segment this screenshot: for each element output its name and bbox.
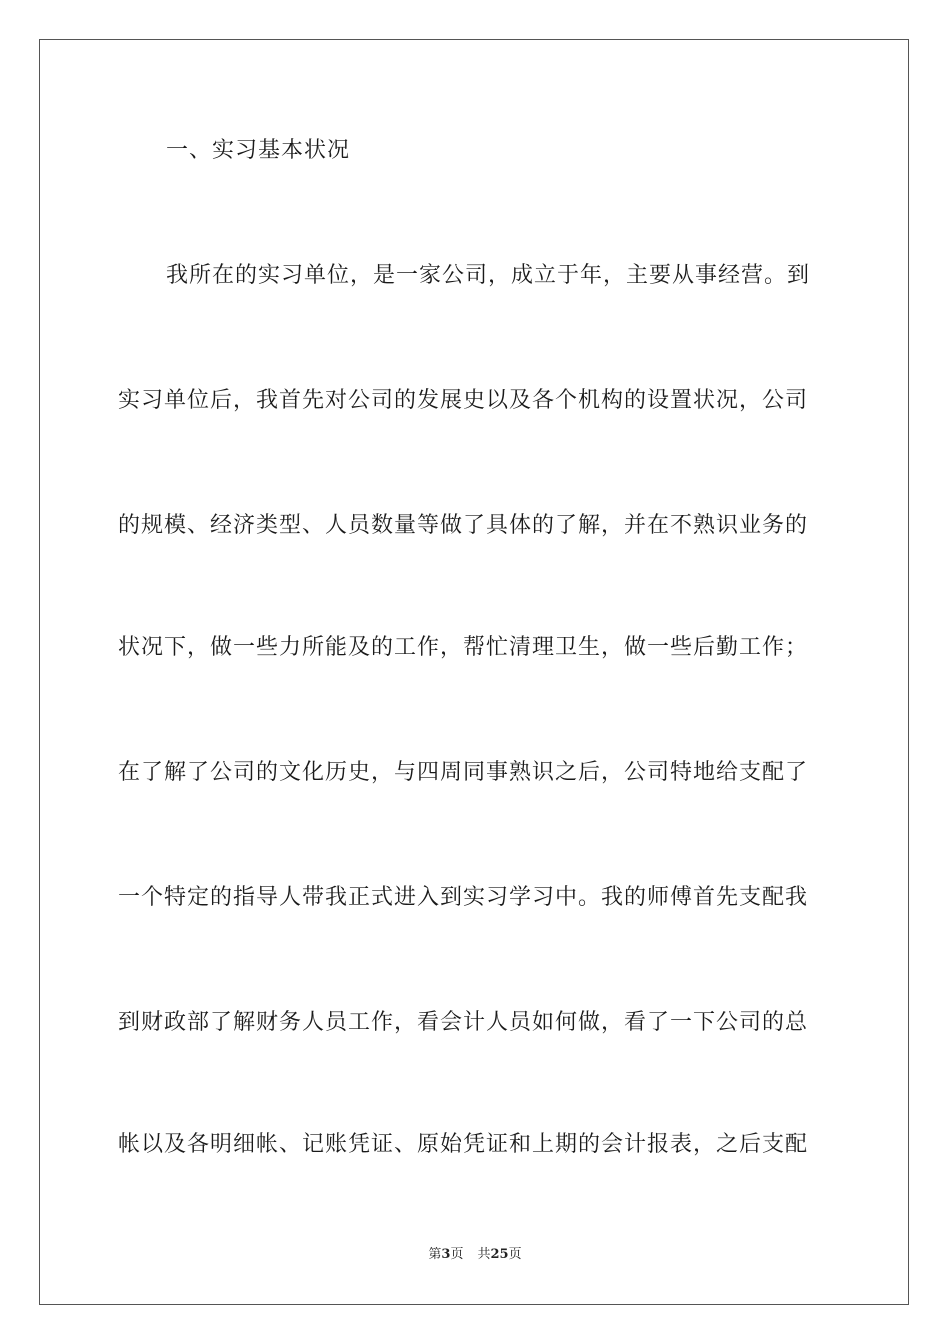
body-line-6: 一个特定的指导人带我正式进入到实习学习中。我的师傅首先支配我	[118, 885, 809, 910]
body-line-5: 在了解了公司的文化历史，与四周同事熟识之后，公司特地给支配了	[118, 760, 809, 785]
page-number: 3	[441, 1247, 451, 1262]
total-pages: 25	[490, 1247, 509, 1262]
body-line-3: 的规模、经济类型、人员数量等做了具体的了解，并在不熟识业务的	[118, 513, 809, 538]
page-footer	[0, 1246, 950, 1264]
page-border	[39, 39, 909, 1305]
page-suffix: 页	[450, 1247, 464, 1262]
section-heading: 一、实习基本状况	[166, 138, 351, 163]
body-line-8: 帐以及各明细帐、记账凭证、原始凭证和上期的会计报表，之后支配	[118, 1132, 809, 1157]
body-line-2: 实习单位后，我首先对公司的发展史以及各个机构的设置状况，公司	[118, 388, 809, 413]
body-line-7: 到财政部了解财务人员工作，看会计人员如何做，看了一下公司的总	[118, 1010, 809, 1035]
body-line-1: 我所在的实习单位，是一家公司，成立于年，主要从事经营。到	[166, 263, 811, 288]
body-line-4: 状况下，做一些力所能及的工作，帮忙清理卫生，做一些后勤工作；	[118, 635, 809, 660]
total-suffix: 页	[508, 1247, 522, 1262]
page-prefix: 第	[428, 1247, 442, 1262]
total-prefix: 共	[477, 1247, 491, 1262]
